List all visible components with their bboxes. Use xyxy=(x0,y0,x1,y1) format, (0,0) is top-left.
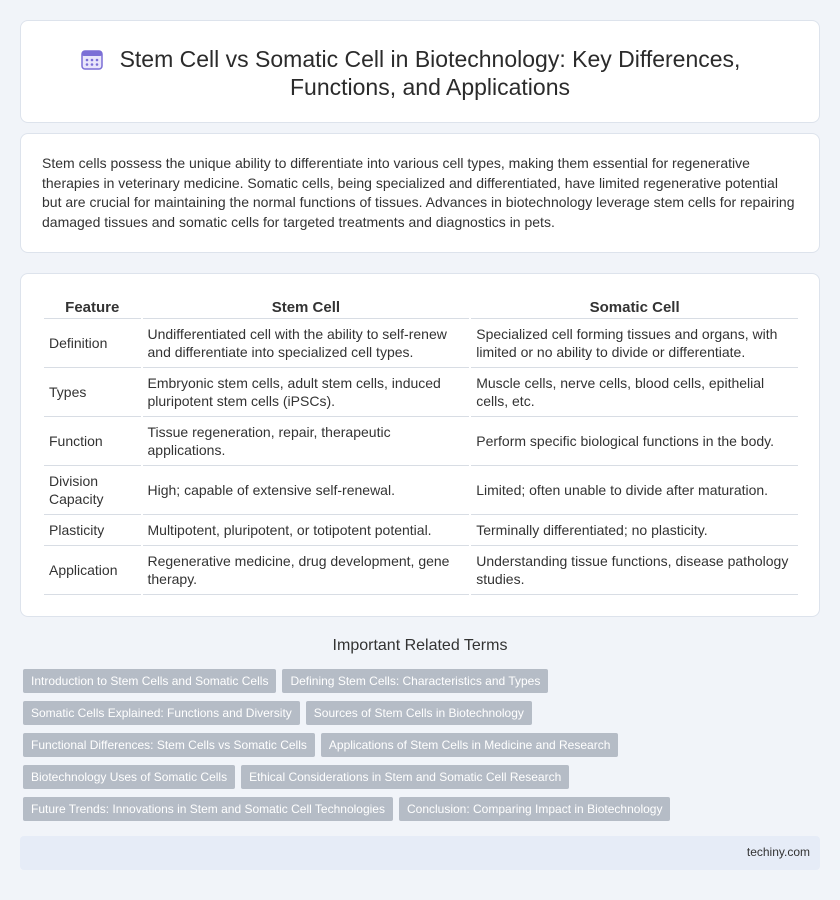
related-term-tag[interactable]: Biotechnology Uses of Somatic Cells xyxy=(23,765,235,789)
comparison-table-card xyxy=(20,273,820,617)
table-cell-somatic-cell: Specialized cell forming tissues and organs, with limited or no ability to divide or differentiate. xyxy=(471,319,798,368)
table-row xyxy=(44,515,798,546)
table-cell-stem-cell: Undifferentiated cell with the ability to self-renew and differentiate into specialized cell types. xyxy=(143,319,470,368)
table-cell-stem-cell: Embryonic stem cells, adult stem cells, induced pluripotent stem cells (iPSCs). xyxy=(143,368,470,417)
table-row xyxy=(44,546,798,595)
column-header-stem-cell: Stem Cell xyxy=(143,295,470,319)
table-row xyxy=(44,417,798,466)
related-term-tag[interactable]: Defining Stem Cells: Characteristics and Types xyxy=(282,669,548,693)
table-cell-feature: Application xyxy=(44,546,141,595)
column-header-somatic-cell: Somatic Cell xyxy=(471,295,798,319)
table-header-row xyxy=(44,295,798,319)
related-term-tag[interactable]: Applications of Stem Cells in Medicine and Research xyxy=(321,733,618,757)
table-row xyxy=(44,368,798,417)
tag-row xyxy=(23,797,823,829)
table-cell-stem-cell: Regenerative medicine, drug development, gene therapy. xyxy=(143,546,470,595)
table-cell-feature: Definition xyxy=(44,319,141,368)
footer-site-link[interactable]: techiny.com xyxy=(746,845,810,859)
tag-row xyxy=(23,701,823,733)
table-cell-stem-cell: Multipotent, pluripotent, or totipotent potential. xyxy=(143,515,470,546)
related-term-tag[interactable]: Future Trends: Innovations in Stem and Somatic Cell Technologies xyxy=(23,797,393,821)
page-title: Stem Cell vs Somatic Cell in Biotechnology: Key Differences, Functions, and Applications xyxy=(119,46,741,100)
tag-row xyxy=(23,733,823,765)
table-cell-somatic-cell: Perform specific biological functions in the body. xyxy=(471,417,798,466)
table-cell-somatic-cell: Terminally differentiated; no plasticity. xyxy=(471,515,798,546)
related-term-tag[interactable]: Ethical Considerations in Stem and Somatic Cell Research xyxy=(241,765,569,789)
intro-card xyxy=(20,133,820,253)
related-terms-heading: Important Related Terms xyxy=(332,637,508,654)
table-cell-feature: Function xyxy=(44,417,141,466)
table-cell-somatic-cell: Muscle cells, nerve cells, blood cells, epithelial cells, etc. xyxy=(471,368,798,417)
header-card xyxy=(20,20,820,123)
related-term-tag[interactable]: Conclusion: Comparing Impact in Biotechnology xyxy=(399,797,670,821)
related-terms-list xyxy=(23,669,823,829)
table-cell-somatic-cell: Understanding tissue functions, disease pathology studies. xyxy=(471,546,798,595)
table-row xyxy=(44,466,798,515)
table-cell-somatic-cell: Limited; often unable to divide after maturation. xyxy=(471,466,798,515)
tag-row xyxy=(23,765,823,797)
related-term-tag[interactable]: Sources of Stem Cells in Biotechnology xyxy=(306,701,532,725)
table-cell-stem-cell: High; capable of extensive self-renewal. xyxy=(143,466,470,515)
table-row xyxy=(44,319,798,368)
footer-bar xyxy=(20,836,820,870)
related-term-tag[interactable]: Functional Differences: Stem Cells vs Somatic Cells xyxy=(23,733,315,757)
comparison-table xyxy=(42,295,800,595)
related-term-tag[interactable]: Somatic Cells Explained: Functions and Diversity xyxy=(23,701,300,725)
related-term-tag[interactable]: Introduction to Stem Cells and Somatic Cells xyxy=(23,669,276,693)
intro-paragraph: Stem cells possess the unique ability to differentiate into various cell types, making them essential for regenerative therapies in veterinary medicine. Somatic cells, being specialized and differentiated, have limited regenerative potential but are crucial for maintaining the normal functions of tissues. Advances in biotechnology leverage stem cells for repairing damaged tissues and somatic cells for targeted treatments and diagnostics in pets. xyxy=(42,155,795,230)
table-cell-feature: Division Capacity xyxy=(44,466,141,515)
tag-row xyxy=(23,669,823,701)
table-cell-stem-cell: Tissue regeneration, repair, therapeutic applications. xyxy=(143,417,470,466)
table-cell-feature: Types xyxy=(44,368,141,417)
table-cell-feature: Plasticity xyxy=(44,515,141,546)
column-header-feature: Feature xyxy=(44,295,141,319)
